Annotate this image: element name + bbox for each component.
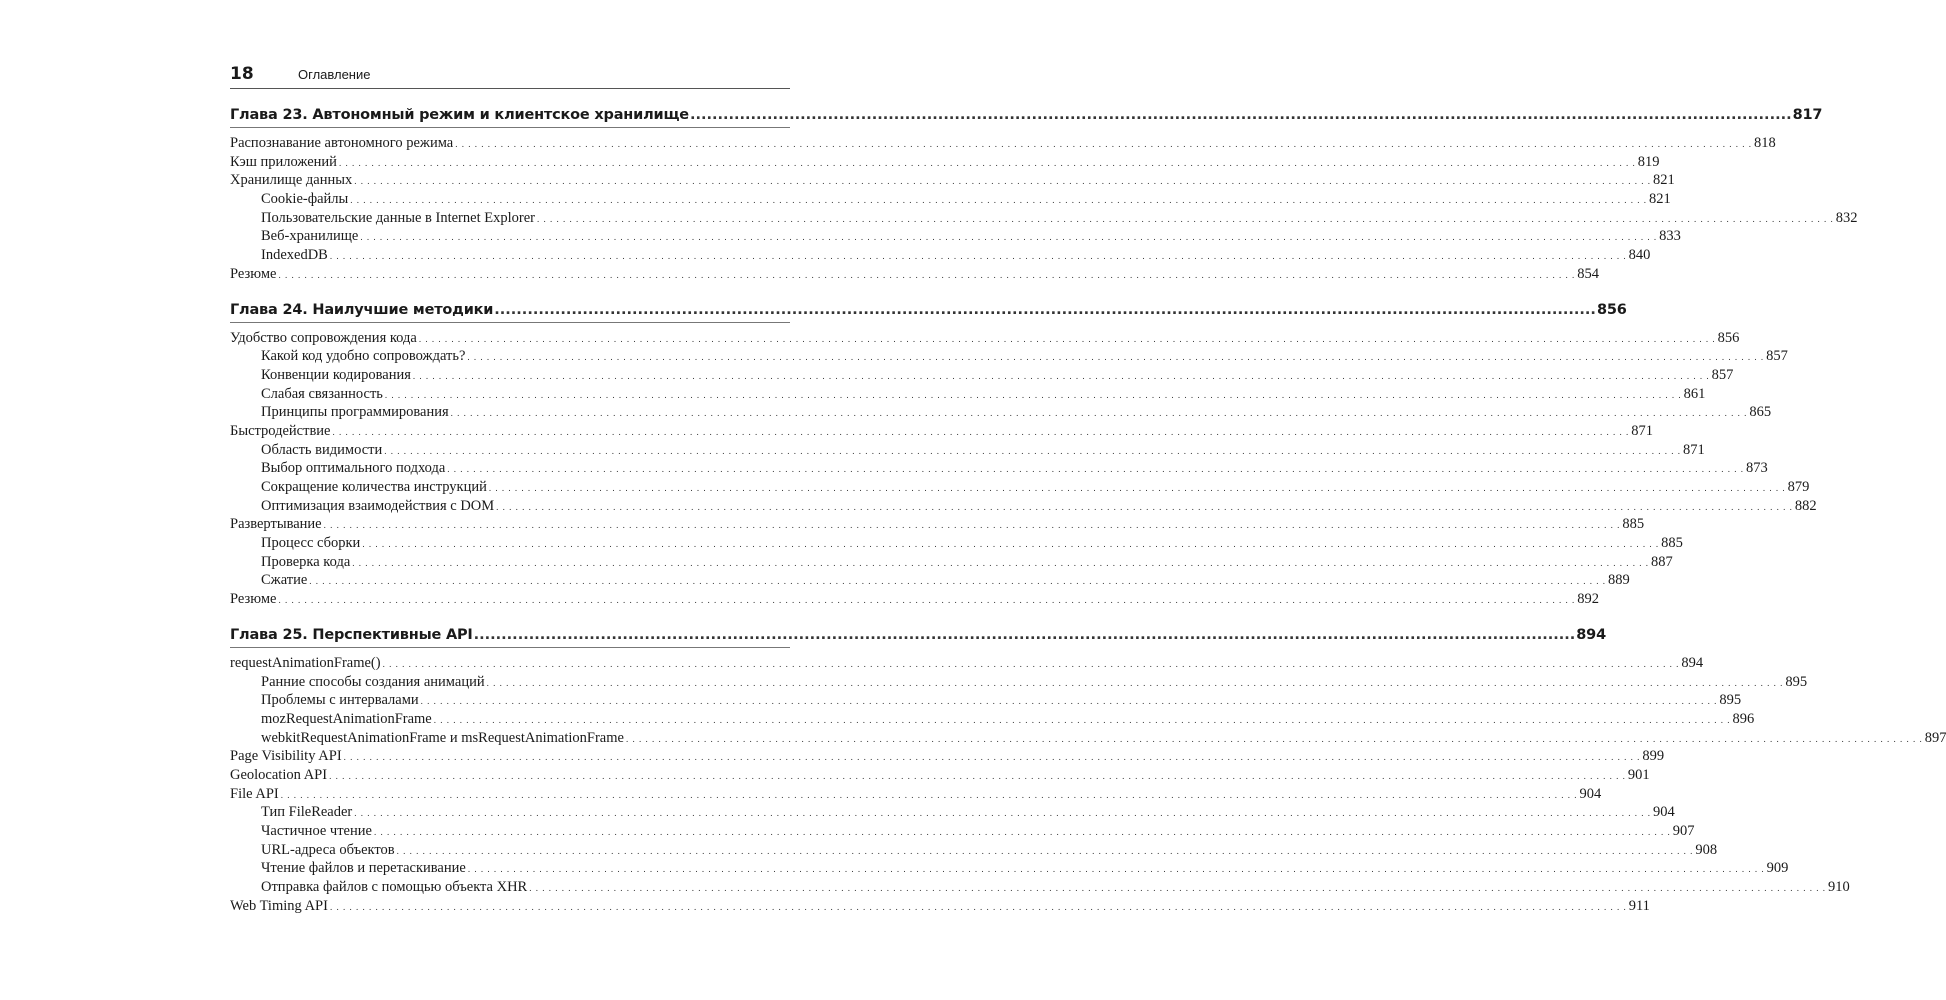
chapter-section bbox=[230, 298, 1817, 609]
chapter-title-label: Глава 25. Перспективные API bbox=[230, 626, 473, 643]
chapter-page-number: 817 bbox=[1792, 107, 1823, 123]
entry-page-number: 833 bbox=[1659, 228, 1681, 245]
entry-page-number: 897 bbox=[1924, 729, 1946, 746]
toc-entry[interactable] bbox=[230, 590, 1599, 609]
toc-subentry[interactable] bbox=[230, 209, 1858, 228]
entry-page-number: 901 bbox=[1627, 766, 1650, 783]
toc-subentry[interactable] bbox=[230, 673, 1808, 692]
toc-entry[interactable] bbox=[230, 265, 1599, 284]
entry-label: Конвенции кодирования bbox=[261, 366, 411, 383]
dot-leader: . . . . . . . . . . . . . . . . . . . . . . . . . . . . . . . . . . . . . . . . . . . . . . . . . . . . . . . . . . . . . . . . . . . . . . . . . . . . . . . . . . . . . . . . . . . . . . . . . . . . . . . . . . . . . . . . . . . . . . . . . . . . . . . . . . . . . . . . . . . . . . . . . . . . . . . . . . . . . . . . . . . . . . . . . . . . . . . . . . . . . . . . . . . . . . . . . . . . . . . . bbox=[354, 176, 1651, 187]
dot-leader: . . . . . . . . . . . . . . . . . . . . . . . . . . . . . . . . . . . . . . . . . . . . . . . . . . . . . . . . . . . . . . . . . . . . . . . . . . . . . . . . . . . . . . . . . . . . . . . . . . . . . . . . . . . . . . . . . . . . . . . . . . . . . . . . . . . . . . . . . . . . . . . . . . . . . . . . . . . . . . . . . . . . . . . . . . . . . . . . . . . . . . . . . . . . . . . . . . . . . . . . bbox=[352, 557, 1650, 568]
running-title: Оглавление bbox=[298, 67, 371, 82]
entry-label: IndexedDB bbox=[261, 247, 328, 264]
dot-leader: . . . . . . . . . . . . . . . . . . . . . . . . . . . . . . . . . . . . . . . . . . . . . . . . . . . . . . . . . . . . . . . . . . . . . . . . . . . . . . . . . . . . . . . . . . . . . . . . . . . . . . . . . . . . . . . . . . . . . . . . . . . . . . . . . . . . . . . . . . . . . . . . . . . . . . . . . . . . . . . . . . . . . . . . . . . . . . . . . . . . . . . . . . . . . . . . . . . . . . . . bbox=[278, 595, 1576, 606]
toc-subentry[interactable] bbox=[230, 822, 1695, 841]
dot-leader: . . . . . . . . . . . . . . . . . . . . . . . . . . . . . . . . . . . . . . . . . . . . . . . . . . . . . . . . . . . . . . . . . . . . . . . . . . . . . . . . . . . . . . . . . . . . . . . . . . . . . . . . . . . . . . . . . . . . . . . . . . . . . . . . . . . . . . . . . . . . . . . . . . . . . . . . . . . . . . . . . . . . . . . . . . . . . . . . . . . . . . . . . . . . . . . . . . . . . . . . bbox=[536, 213, 1834, 224]
dot-leader: ........................................................................................................................................................................................................ bbox=[689, 107, 1792, 123]
dot-leader: . . . . . . . . . . . . . . . . . . . . . . . . . . . . . . . . . . . . . . . . . . . . . . . . . . . . . . . . . . . . . . . . . . . . . . . . . . . . . . . . . . . . . . . . . . . . . . . . . . . . . . . . . . . . . . . . . . . . . . . . . . . . . . . . . . . . . . . . . . . . . . . . . . . . . . . . . . . . . . . . . . . . . . . . . . . . . . . . . . . . . . . . . . . . . . . . . . . . . . . . bbox=[384, 389, 1682, 400]
entry-page-number: 871 bbox=[1682, 441, 1705, 458]
chapter-title[interactable] bbox=[230, 103, 1823, 128]
entry-page-number: 857 bbox=[1766, 348, 1788, 365]
entry-page-number: 911 bbox=[1628, 897, 1650, 914]
entry-page-number: 832 bbox=[1835, 209, 1858, 226]
entry-label: requestAnimationFrame() bbox=[230, 654, 381, 671]
entry-label: Принципы программирования bbox=[261, 404, 449, 421]
entry-page-number: 895 bbox=[1719, 692, 1742, 709]
dot-leader: . . . . . . . . . . . . . . . . . . . . . . . . . . . . . . . . . . . . . . . . . . . . . . . . . . . . . . . . . . . . . . . . . . . . . . . . . . . . . . . . . . . . . . . . . . . . . . . . . . . . . . . . . . . . . . . . . . . . . . . . . . . . . . . . . . . . . . . . . . . . . . . . . . . . . . . . . . . . . . . . . . . . . . . . . . . . . . . . . . . . . . . . . . . . . . . . . . . . . . . . bbox=[309, 576, 1607, 587]
entry-page-number: 885 bbox=[1622, 516, 1645, 533]
entry-label: Проблемы с интервалами bbox=[261, 692, 419, 709]
toc-entry[interactable] bbox=[230, 171, 1675, 190]
entry-page-number: 854 bbox=[1577, 265, 1599, 282]
entry-page-number: 910 bbox=[1827, 879, 1850, 896]
toc-entry[interactable] bbox=[230, 329, 1740, 348]
dot-leader: . . . . . . . . . . . . . . . . . . . . . . . . . . . . . . . . . . . . . . . . . . . . . . . . . . . . . . . . . . . . . . . . . . . . . . . . . . . . . . . . . . . . . . . . . . . . . . . . . . . . . . . . . . . . . . . . . . . . . . . . . . . . . . . . . . . . . . . . . . . . . . . . . . . . . . . . . . . . . . . . . . . . . . . . . . . . . . . . . . . . . . . . . . . . . . . . . . . . . . . . bbox=[396, 845, 1694, 856]
entry-page-number: 896 bbox=[1732, 710, 1755, 727]
dot-leader: . . . . . . . . . . . . . . . . . . . . . . . . . . . . . . . . . . . . . . . . . . . . . . . . . . . . . . . . . . . . . . . . . . . . . . . . . . . . . . . . . . . . . . . . . . . . . . . . . . . . . . . . . . . . . . . . . . . . . . . . . . . . . . . . . . . . . . . . . . . . . . . . . . . . . . . . . . . . . . . . . . . . . . . . . . . . . . . . . . . . . . . . . . . . . . . . . . . . . . . . bbox=[329, 770, 1626, 781]
chapter-section bbox=[230, 623, 1946, 916]
toc-entry[interactable] bbox=[230, 785, 1602, 804]
entry-label: Ранние способы создания анимаций bbox=[261, 673, 485, 690]
entry-page-number: 899 bbox=[1642, 748, 1665, 765]
dot-leader: . . . . . . . . . . . . . . . . . . . . . . . . . . . . . . . . . . . . . . . . . . . . . . . . . . . . . . . . . . . . . . . . . . . . . . . . . . . . . . . . . . . . . . . . . . . . . . . . . . . . . . . . . . . . . . . . . . . . . . . . . . . . . . . . . . . . . . . . . . . . . . . . . . . . . . . . . . . . . . . . . . . . . . . . . . . . . . . . . . . . . . . . . . . . . . . . . . . . . . . . bbox=[488, 483, 1786, 493]
entry-page-number: 819 bbox=[1637, 153, 1660, 170]
toc-entry[interactable] bbox=[230, 153, 1660, 172]
dot-leader: . . . . . . . . . . . . . . . . . . . . . . . . . . . . . . . . . . . . . . . . . . . . . . . . . . . . . . . . . . . . . . . . . . . . . . . . . . . . . . . . . . . . . . . . . . . . . . . . . . . . . . . . . . . . . . . . . . . . . . . . . . . . . . . . . . . . . . . . . . . . . . . . . . . . . . . . . . . . . . . . . . . . . . . . . . . . . . . . . . . . . . . . . . . . . . . . . . . . . . . . bbox=[486, 677, 1784, 688]
dot-leader: . . . . . . . . . . . . . . . . . . . . . . . . . . . . . . . . . . . . . . . . . . . . . . . . . . . . . . . . . . . . . . . . . . . . . . . . . . . . . . . . . . . . . . . . . . . . . . . . . . . . . . . . . . . . . . . . . . . . . . . . . . . . . . . . . . . . . . . . . . . . . . . . . . . . . . . . . . . . . . . . . . . . . . . . . . . . . . . . . . . . . . . . . . . . . . . . . . . . . . . . bbox=[360, 232, 1658, 243]
entry-label: Какой код удобно сопровождать? bbox=[261, 348, 466, 365]
entry-label: Процесс сборки bbox=[261, 535, 361, 552]
toc-subentry[interactable] bbox=[230, 691, 1742, 710]
dot-leader: . . . . . . . . . . . . . . . . . . . . . . . . . . . . . . . . . . . . . . . . . . . . . . . . . . . . . . . . . . . . . . . . . . . . . . . . . . . . . . . . . . . . . . . . . . . . . . . . . . . . . . . . . . . . . . . . . . . . . . . . . . . . . . . . . . . . . . . . . . . . . . . . . . . . . . . . . . . . . . . . . . . . . . . . . . . . . . . . . . . . . . . . . . . . . . . . . . . . . . . . bbox=[433, 714, 1731, 725]
toc-subentry[interactable] bbox=[230, 478, 1810, 497]
chapter-title-label: Глава 24. Наилучшие методики bbox=[230, 301, 494, 318]
dot-leader: . . . . . . . . . . . . . . . . . . . . . . . . . . . . . . . . . . . . . . . . . . . . . . . . . . . . . . . . . . . . . . . . . . . . . . . . . . . . . . . . . . . . . . . . . . . . . . . . . . . . . . . . . . . . . . . . . . . . . . . . . . . . . . . . . . . . . . . . . . . . . . . . . . . . . . . . . . . . . . . . . . . . . . . . . . . . . . . . . . . . . . . . . . . . . . . . . . . . . . . . bbox=[332, 426, 1630, 437]
entry-label: Cookie-файлы bbox=[261, 191, 349, 208]
entry-label: Оптимизация взаимодействия с DOM bbox=[261, 497, 495, 514]
toc-subentry[interactable] bbox=[230, 385, 1706, 404]
chapter-section bbox=[230, 103, 1858, 284]
dot-leader: ........................................................................................................................................................................................................ bbox=[473, 626, 1576, 643]
page-header bbox=[230, 58, 790, 89]
dot-leader: . . . . . . . . . . . . . . . . . . . . . . . . . . . . . . . . . . . . . . . . . . . . . . . . . . . . . . . . . . . . . . . . . . . . . . . . . . . . . . . . . . . . . . . . . . . . . . . . . . . . . . . . . . . . . . . . . . . . . . . . . . . . . . . . . . . . . . . . . . . . . . . . . . . . . . . . . . . . . . . . . . . . . . . . . . . . . . . . . . . . . . . . . . . . . . . . . . . . . . . . bbox=[420, 696, 1718, 707]
toc-subentry[interactable] bbox=[230, 553, 1673, 572]
entry-label: Резюме bbox=[230, 591, 277, 608]
chapter-title[interactable] bbox=[230, 623, 1606, 648]
dot-leader: . . . . . . . . . . . . . . . . . . . . . . . . . . . . . . . . . . . . . . . . . . . . . . . . . . . . . . . . . . . . . . . . . . . . . . . . . . . . . . . . . . . . . . . . . . . . . . . . . . . . . . . . . . . . . . . . . . . . . . . . . . . . . . . . . . . . . . . . . . . . . . . . . . . . . . . . . . . . . . . . . . . . . . . . . . . . . . . . . . . . . . . . . . . . . . . . . . . . . . . . bbox=[329, 901, 1627, 912]
entry-label: Резюме bbox=[230, 265, 277, 282]
entry-page-number: 904 bbox=[1579, 785, 1602, 802]
chapter-page-number: 894 bbox=[1576, 626, 1606, 643]
entry-label: Пользовательские данные в Internet Explorer bbox=[261, 209, 535, 226]
dot-leader: . . . . . . . . . . . . . . . . . . . . . . . . . . . . . . . . . . . . . . . . . . . . . . . . . . . . . . . . . . . . . . . . . . . . . . . . . . . . . . . . . . . . . . . . . . . . . . . . . . . . . . . . . . . . . . . . . . . . . . . . . . . . . . . . . . . . . . . . . . . . . . . . . . . . . . . . . . . . . . . . . . . . . . . . . . . . . . . . . . . . . . . . . . . . . . . . . . . . . . . . bbox=[373, 827, 1671, 837]
dot-leader: . . . . . . . . . . . . . . . . . . . . . . . . . . . . . . . . . . . . . . . . . . . . . . . . . . . . . . . . . . . . . . . . . . . . . . . . . . . . . . . . . . . . . . . . . . . . . . . . . . . . . . . . . . . . . . . . . . . . . . . . . . . . . . . . . . . . . . . . . . . . . . . . . . . . . . . . . . . . . . . . . . . . . . . . . . . . . . . . . . . . . . . . . . . . . . . . . . . . . . . . bbox=[418, 333, 1716, 344]
entry-label: Хранилище данных bbox=[230, 172, 353, 189]
toc-subentry[interactable] bbox=[230, 534, 1683, 553]
entry-label: webkitRequestAnimationFrame и msRequestAnimationFrame bbox=[261, 729, 624, 746]
toc-subentry[interactable] bbox=[230, 347, 1788, 366]
chapter-page-number: 856 bbox=[1596, 301, 1627, 318]
entry-label: Page Visibility API bbox=[230, 748, 342, 765]
toc-page bbox=[230, 58, 1946, 915]
toc-subentry[interactable] bbox=[230, 227, 1681, 246]
toc-subentry[interactable] bbox=[230, 859, 1789, 878]
entry-label: Веб-хранилище bbox=[261, 228, 359, 245]
entry-page-number: 894 bbox=[1681, 654, 1704, 671]
entry-page-number: 882 bbox=[1794, 497, 1817, 514]
dot-leader: . . . . . . . . . . . . . . . . . . . . . . . . . . . . . . . . . . . . . . . . . . . . . . . . . . . . . . . . . . . . . . . . . . . . . . . . . . . . . . . . . . . . . . . . . . . . . . . . . . . . . . . . . . . . . . . . . . . . . . . . . . . . . . . . . . . . . . . . . . . . . . . . . . . . . . . . . . . . . . . . . . . . . . . . . . . . . . . . . . . . . . . . . . . . . . . . . . . . . . . . bbox=[362, 539, 1660, 550]
entry-page-number: 887 bbox=[1651, 553, 1673, 570]
dot-leader: . . . . . . . . . . . . . . . . . . . . . . . . . . . . . . . . . . . . . . . . . . . . . . . . . . . . . . . . . . . . . . . . . . . . . . . . . . . . . . . . . . . . . . . . . . . . . . . . . . . . . . . . . . . . . . . . . . . . . . . . . . . . . . . . . . . . . . . . . . . . . . . . . . . . . . . . . . . . . . . . . . . . . . . . . . . . . . . . . . . . . . . . . . . . . . . . . . . . . . . . bbox=[529, 883, 1826, 894]
toc-subentry[interactable] bbox=[230, 710, 1755, 729]
toc-subentry[interactable] bbox=[230, 803, 1675, 822]
entry-label: Частичное чтение bbox=[261, 823, 372, 839]
dot-leader: . . . . . . . . . . . . . . . . . . . . . . . . . . . . . . . . . . . . . . . . . . . . . . . . . . . . . . . . . . . . . . . . . . . . . . . . . . . . . . . . . . . . . . . . . . . . . . . . . . . . . . . . . . . . . . . . . . . . . . . . . . . . . . . . . . . . . . . . . . . . . . . . . . . . . . . . . . . . . . . . . . . . . . . . . . . . . . . . . . . . . . . . . . . . . . . . . . . . . . . . bbox=[455, 139, 1752, 149]
entry-page-number: 909 bbox=[1766, 860, 1789, 877]
toc-subentry[interactable] bbox=[230, 366, 1734, 385]
toc-entry[interactable] bbox=[230, 134, 1776, 153]
toc-entry[interactable] bbox=[230, 766, 1650, 785]
entry-page-number: 908 bbox=[1695, 841, 1718, 858]
toc-subentry[interactable] bbox=[230, 441, 1705, 460]
toc-subentry[interactable] bbox=[230, 246, 1651, 265]
entry-label: Область видимости bbox=[261, 441, 383, 458]
entry-label: URL-адреса объектов bbox=[261, 841, 395, 858]
toc-entry[interactable] bbox=[230, 897, 1650, 916]
entry-page-number: 861 bbox=[1683, 385, 1706, 402]
dot-leader: . . . . . . . . . . . . . . . . . . . . . . . . . . . . . . . . . . . . . . . . . . . . . . . . . . . . . . . . . . . . . . . . . . . . . . . . . . . . . . . . . . . . . . . . . . . . . . . . . . . . . . . . . . . . . . . . . . . . . . . . . . . . . . . . . . . . . . . . . . . . . . . . . . . . . . . . . . . . . . . . . . . . . . . . . . . . . . . . . . . . . . . . . . . . . . . . . . . . . . . . bbox=[278, 269, 1576, 280]
dot-leader: . . . . . . . . . . . . . . . . . . . . . . . . . . . . . . . . . . . . . . . . . . . . . . . . . . . . . . . . . . . . . . . . . . . . . . . . . . . . . . . . . . . . . . . . . . . . . . . . . . . . . . . . . . . . . . . . . . . . . . . . . . . . . . . . . . . . . . . . . . . . . . . . . . . . . . . . . . . . . . . . . . . . . . . . . . . . . . . . . . . . . . . . . . . . . . . . . . . . . . . . bbox=[350, 195, 1648, 206]
toc-subentry[interactable] bbox=[230, 459, 1768, 478]
entry-label: Распознавание автономного режима bbox=[230, 135, 454, 151]
entry-label: Сокращение количества инструкций bbox=[261, 479, 487, 495]
dot-leader: . . . . . . . . . . . . . . . . . . . . . . . . . . . . . . . . . . . . . . . . . . . . . . . . . . . . . . . . . . . . . . . . . . . . . . . . . . . . . . . . . . . . . . . . . . . . . . . . . . . . . . . . . . . . . . . . . . . . . . . . . . . . . . . . . . . . . . . . . . . . . . . . . . . . . . . . . . . . . . . . . . . . . . . . . . . . . . . . . . . . . . . . . . . . . . . . . . . . . . . . bbox=[323, 520, 1621, 531]
toc-entry[interactable] bbox=[230, 515, 1645, 534]
entry-label: Развертывание bbox=[230, 516, 322, 533]
dot-leader: . . . . . . . . . . . . . . . . . . . . . . . . . . . . . . . . . . . . . . . . . . . . . . . . . . . . . . . . . . . . . . . . . . . . . . . . . . . . . . . . . . . . . . . . . . . . . . . . . . . . . . . . . . . . . . . . . . . . . . . . . . . . . . . . . . . . . . . . . . . . . . . . . . . . . . . . . . . . . . . . . . . . . . . . . . . . . . . . . . . . . . . . . . . . . . . . . . . . . . . . bbox=[447, 464, 1745, 475]
toc-subentry[interactable] bbox=[230, 729, 1946, 748]
entry-page-number: 821 bbox=[1649, 191, 1671, 208]
entry-page-number: 904 bbox=[1653, 804, 1675, 821]
dot-leader: . . . . . . . . . . . . . . . . . . . . . . . . . . . . . . . . . . . . . . . . . . . . . . . . . . . . . . . . . . . . . . . . . . . . . . . . . . . . . . . . . . . . . . . . . . . . . . . . . . . . . . . . . . . . . . . . . . . . . . . . . . . . . . . . . . . . . . . . . . . . . . . . . . . . . . . . . . . . . . . . . . . . . . . . . . . . . . . . . . . . . . . . . . . . . . . . . . . . . . . . bbox=[467, 864, 1765, 875]
entry-label: Выбор оптимального подхода bbox=[261, 460, 446, 477]
entry-label: Удобство сопровождения кода bbox=[230, 329, 417, 346]
dot-leader: . . . . . . . . . . . . . . . . . . . . . . . . . . . . . . . . . . . . . . . . . . . . . . . . . . . . . . . . . . . . . . . . . . . . . . . . . . . . . . . . . . . . . . . . . . . . . . . . . . . . . . . . . . . . . . . . . . . . . . . . . . . . . . . . . . . . . . . . . . . . . . . . . . . . . . . . . . . . . . . . . . . . . . . . . . . . . . . . . . . . . . . . . . . . . . . . . . . . . . . . bbox=[467, 352, 1765, 363]
dot-leader: . . . . . . . . . . . . . . . . . . . . . . . . . . . . . . . . . . . . . . . . . . . . . . . . . . . . . . . . . . . . . . . . . . . . . . . . . . . . . . . . . . . . . . . . . . . . . . . . . . . . . . . . . . . . . . . . . . . . . . . . . . . . . . . . . . . . . . . . . . . . . . . . . . . . . . . . . . . . . . . . . . . . . . . . . . . . . . . . . . . . . . . . . . . . . . . . . . . . . . . . bbox=[496, 501, 1793, 512]
toc-subentry[interactable] bbox=[230, 841, 1718, 860]
entry-page-number: 907 bbox=[1672, 823, 1695, 839]
entry-page-number: 840 bbox=[1628, 247, 1651, 264]
entry-label: mozRequestAnimationFrame bbox=[261, 710, 432, 727]
entry-label: Проверка кода bbox=[261, 553, 351, 570]
entry-label: Сжатие bbox=[261, 572, 308, 589]
entry-page-number: 818 bbox=[1753, 135, 1776, 151]
table-of-contents bbox=[230, 103, 1946, 915]
dot-leader: . . . . . . . . . . . . . . . . . . . . . . . . . . . . . . . . . . . . . . . . . . . . . . . . . . . . . . . . . . . . . . . . . . . . . . . . . . . . . . . . . . . . . . . . . . . . . . . . . . . . . . . . . . . . . . . . . . . . . . . . . . . . . . . . . . . . . . . . . . . . . . . . . . . . . . . . . . . . . . . . . . . . . . . . . . . . . . . . . . . . . . . . . . . . . . . . . . . . . . . . bbox=[280, 789, 1578, 800]
toc-subentry[interactable] bbox=[230, 190, 1671, 209]
entry-label: Web Timing API bbox=[230, 897, 328, 914]
entry-page-number: 856 bbox=[1717, 329, 1740, 346]
entry-label: Отправка файлов с помощью объекта XHR bbox=[261, 879, 528, 896]
entry-label: Кэш приложений bbox=[230, 153, 337, 170]
dot-leader: . . . . . . . . . . . . . . . . . . . . . . . . . . . . . . . . . . . . . . . . . . . . . . . . . . . . . . . . . . . . . . . . . . . . . . . . . . . . . . . . . . . . . . . . . . . . . . . . . . . . . . . . . . . . . . . . . . . . . . . . . . . . . . . . . . . . . . . . . . . . . . . . . . . . . . . . . . . . . . . . . . . . . . . . . . . . . . . . . . . . . . . . . . . . . . . . . . . . . . . . bbox=[450, 408, 1748, 419]
page-number: 18 bbox=[230, 64, 254, 84]
toc-subentry[interactable] bbox=[230, 878, 1850, 897]
toc-entry[interactable] bbox=[230, 422, 1653, 441]
dot-leader: . . . . . . . . . . . . . . . . . . . . . . . . . . . . . . . . . . . . . . . . . . . . . . . . . . . . . . . . . . . . . . . . . . . . . . . . . . . . . . . . . . . . . . . . . . . . . . . . . . . . . . . . . . . . . . . . . . . . . . . . . . . . . . . . . . . . . . . . . . . . . . . . . . . . . . . . . . . . . . . . . . . . . . . . . . . . . . . . . . . . . . . . . . . . . . . . . . . . . . . . bbox=[343, 752, 1641, 763]
dot-leader: . . . . . . . . . . . . . . . . . . . . . . . . . . . . . . . . . . . . . . . . . . . . . . . . . . . . . . . . . . . . . . . . . . . . . . . . . . . . . . . . . . . . . . . . . . . . . . . . . . . . . . . . . . . . . . . . . . . . . . . . . . . . . . . . . . . . . . . . . . . . . . . . . . . . . . . . . . . . . . . . . . . . . . . . . . . . . . . . . . . . . . . . . . . . . . . . . . . . . . . . bbox=[625, 733, 1923, 744]
dot-leader: ........................................................................................................................................................................................................ bbox=[494, 301, 1596, 318]
entry-page-number: 895 bbox=[1785, 673, 1808, 690]
toc-entry[interactable] bbox=[230, 654, 1704, 673]
dot-leader: . . . . . . . . . . . . . . . . . . . . . . . . . . . . . . . . . . . . . . . . . . . . . . . . . . . . . . . . . . . . . . . . . . . . . . . . . . . . . . . . . . . . . . . . . . . . . . . . . . . . . . . . . . . . . . . . . . . . . . . . . . . . . . . . . . . . . . . . . . . . . . . . . . . . . . . . . . . . . . . . . . . . . . . . . . . . . . . . . . . . . . . . . . . . . . . . . . . . . . . . bbox=[329, 251, 1627, 262]
toc-subentry[interactable] bbox=[230, 403, 1772, 422]
entry-label: Слабая связанность bbox=[261, 385, 383, 402]
entry-page-number: 871 bbox=[1631, 422, 1653, 439]
entry-label: Чтение файлов и перетаскивание bbox=[261, 860, 466, 877]
entry-page-number: 885 bbox=[1661, 535, 1683, 552]
dot-leader: . . . . . . . . . . . . . . . . . . . . . . . . . . . . . . . . . . . . . . . . . . . . . . . . . . . . . . . . . . . . . . . . . . . . . . . . . . . . . . . . . . . . . . . . . . . . . . . . . . . . . . . . . . . . . . . . . . . . . . . . . . . . . . . . . . . . . . . . . . . . . . . . . . . . . . . . . . . . . . . . . . . . . . . . . . . . . . . . . . . . . . . . . . . . . . . . . . . . . . . . bbox=[338, 157, 1636, 168]
entry-page-number: 865 bbox=[1749, 404, 1772, 421]
entry-page-number: 873 bbox=[1746, 460, 1768, 477]
entry-page-number: 889 bbox=[1608, 572, 1630, 589]
entry-page-number: 857 bbox=[1711, 366, 1734, 383]
entry-page-number: 892 bbox=[1577, 591, 1599, 608]
toc-entry[interactable] bbox=[230, 747, 1665, 766]
entry-label: Тип FileReader bbox=[261, 804, 353, 821]
dot-leader: . . . . . . . . . . . . . . . . . . . . . . . . . . . . . . . . . . . . . . . . . . . . . . . . . . . . . . . . . . . . . . . . . . . . . . . . . . . . . . . . . . . . . . . . . . . . . . . . . . . . . . . . . . . . . . . . . . . . . . . . . . . . . . . . . . . . . . . . . . . . . . . . . . . . . . . . . . . . . . . . . . . . . . . . . . . . . . . . . . . . . . . . . . . . . . . . . . . . . . . . bbox=[384, 445, 1681, 456]
entry-page-number: 821 bbox=[1652, 172, 1675, 189]
dot-leader: . . . . . . . . . . . . . . . . . . . . . . . . . . . . . . . . . . . . . . . . . . . . . . . . . . . . . . . . . . . . . . . . . . . . . . . . . . . . . . . . . . . . . . . . . . . . . . . . . . . . . . . . . . . . . . . . . . . . . . . . . . . . . . . . . . . . . . . . . . . . . . . . . . . . . . . . . . . . . . . . . . . . . . . . . . . . . . . . . . . . . . . . . . . . . . . . . . . . . . . . bbox=[354, 808, 1652, 819]
entry-page-number: 879 bbox=[1787, 479, 1810, 495]
dot-leader: . . . . . . . . . . . . . . . . . . . . . . . . . . . . . . . . . . . . . . . . . . . . . . . . . . . . . . . . . . . . . . . . . . . . . . . . . . . . . . . . . . . . . . . . . . . . . . . . . . . . . . . . . . . . . . . . . . . . . . . . . . . . . . . . . . . . . . . . . . . . . . . . . . . . . . . . . . . . . . . . . . . . . . . . . . . . . . . . . . . . . . . . . . . . . . . . . . . . . . . . bbox=[382, 658, 1680, 669]
chapter-title-label: Глава 23. Автономный режим и клиентское хранилище bbox=[230, 107, 689, 123]
chapter-title[interactable] bbox=[230, 298, 1627, 323]
toc-subentry[interactable] bbox=[230, 571, 1630, 590]
entry-label: Быстродействие bbox=[230, 422, 331, 439]
dot-leader: . . . . . . . . . . . . . . . . . . . . . . . . . . . . . . . . . . . . . . . . . . . . . . . . . . . . . . . . . . . . . . . . . . . . . . . . . . . . . . . . . . . . . . . . . . . . . . . . . . . . . . . . . . . . . . . . . . . . . . . . . . . . . . . . . . . . . . . . . . . . . . . . . . . . . . . . . . . . . . . . . . . . . . . . . . . . . . . . . . . . . . . . . . . . . . . . . . . . . . . . bbox=[412, 370, 1710, 381]
entry-label: Geolocation API bbox=[230, 766, 328, 783]
entry-label: File API bbox=[230, 785, 279, 802]
toc-subentry[interactable] bbox=[230, 497, 1817, 516]
